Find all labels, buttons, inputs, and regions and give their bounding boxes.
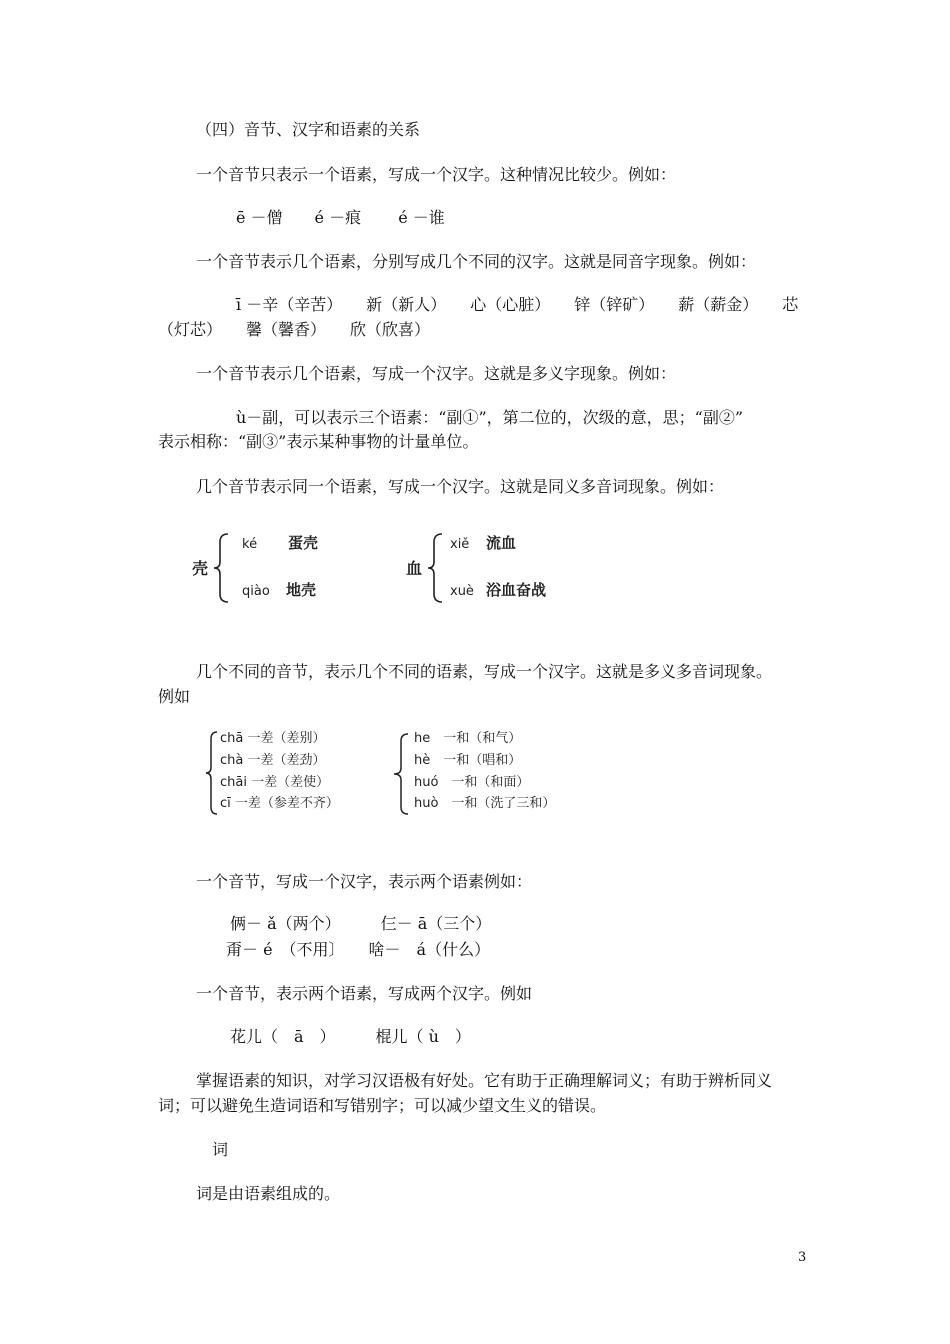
list-item: huó 一和（和面）	[414, 775, 530, 790]
paragraph: 一个音节只表示一个语素，写成一个汉字。这种情况比较少。例如：	[196, 165, 677, 184]
paragraph: 例如	[158, 687, 191, 706]
example-line: ē －僧 é －痕 é －谁	[236, 208, 445, 227]
list-item: he 一和（和气）	[414, 731, 522, 746]
example-line: 俩－ ǎ（两个） 仨－ ā（三个）	[230, 914, 492, 933]
paragraph: 几个音节表示同一个语素，写成一个汉字。这就是同义多音词现象。例如：	[196, 477, 725, 496]
pinyin-label: ké	[242, 537, 258, 552]
section-title: 词	[212, 1140, 229, 1159]
paragraph: 一个音节，表示两个语素，写成两个汉字。例如	[196, 984, 533, 1003]
list-item: chā 一差（差别）	[220, 731, 326, 746]
figure-char-right: 血	[406, 559, 423, 578]
figure-char-left: 壳	[192, 559, 209, 578]
section-heading: （四）音节、汉字和语素的关系	[196, 120, 421, 139]
example-line: 甭－ é （不用〕 啥－ á（什么）	[226, 940, 491, 959]
page-number: 3	[798, 1250, 807, 1265]
paragraph: 掌握语素的知识，对学习汉语极有好处。它有助于正确理解词义；有助于辨析同义	[196, 1071, 773, 1090]
pinyin-label: xuè	[450, 584, 474, 599]
example-line: 花儿（ ā ） 棍儿（ ù ）	[230, 1027, 471, 1046]
word-label: 蛋壳	[288, 534, 319, 552]
brace-left	[212, 532, 232, 604]
example-line: ù－副，可以表示三个语素：“副①”，第二位的，次级的意，思；“副②”	[236, 408, 744, 427]
example-line: （灯芯） 馨（馨香） 欣（欣喜）	[158, 320, 431, 339]
paragraph: 词是由语素组成的。	[196, 1184, 341, 1203]
word-label: 流血	[486, 534, 517, 552]
example-line: 表示相称：“副③”表示某种事物的计量单位。	[158, 432, 479, 451]
word-label: 浴血奋战	[486, 581, 547, 599]
paragraph: 一个音节表示几个语素，写成一个汉字。这就是多义字现象。例如：	[196, 364, 677, 383]
paragraph: 词；可以避免生造词语和写错别字；可以减少望文生义的错误。	[158, 1096, 607, 1115]
pinyin-label: xiě	[450, 537, 470, 552]
paragraph: 一个音节表示几个语素，分别写成几个不同的汉字。这就是同音字现象。例如：	[196, 252, 757, 271]
word-label: 地壳	[286, 581, 317, 599]
list-item: huò 一和（洗了三和）	[414, 796, 556, 811]
paragraph: 一个音节，写成一个汉字，表示两个语素例如：	[196, 872, 533, 891]
list-item: cī 一差（参差不齐）	[220, 796, 339, 811]
brace-right	[426, 532, 446, 604]
list-item: chāi 一差（差使）	[220, 775, 330, 790]
paragraph: 几个不同的音节，表示几个不同的语素，写成一个汉字。这就是多义多音词现象。	[196, 662, 773, 681]
pinyin-label: qiào	[242, 584, 270, 599]
brace-right	[392, 732, 412, 816]
example-line: ī －辛（辛苦） 新（新人） 心（心脏） 锌（锌矿） 薪（薪金） 芯	[236, 295, 799, 314]
list-item: chà 一差（差劲）	[220, 753, 326, 768]
list-item: hè 一和（唱和）	[414, 753, 522, 768]
brace-left	[204, 730, 220, 816]
